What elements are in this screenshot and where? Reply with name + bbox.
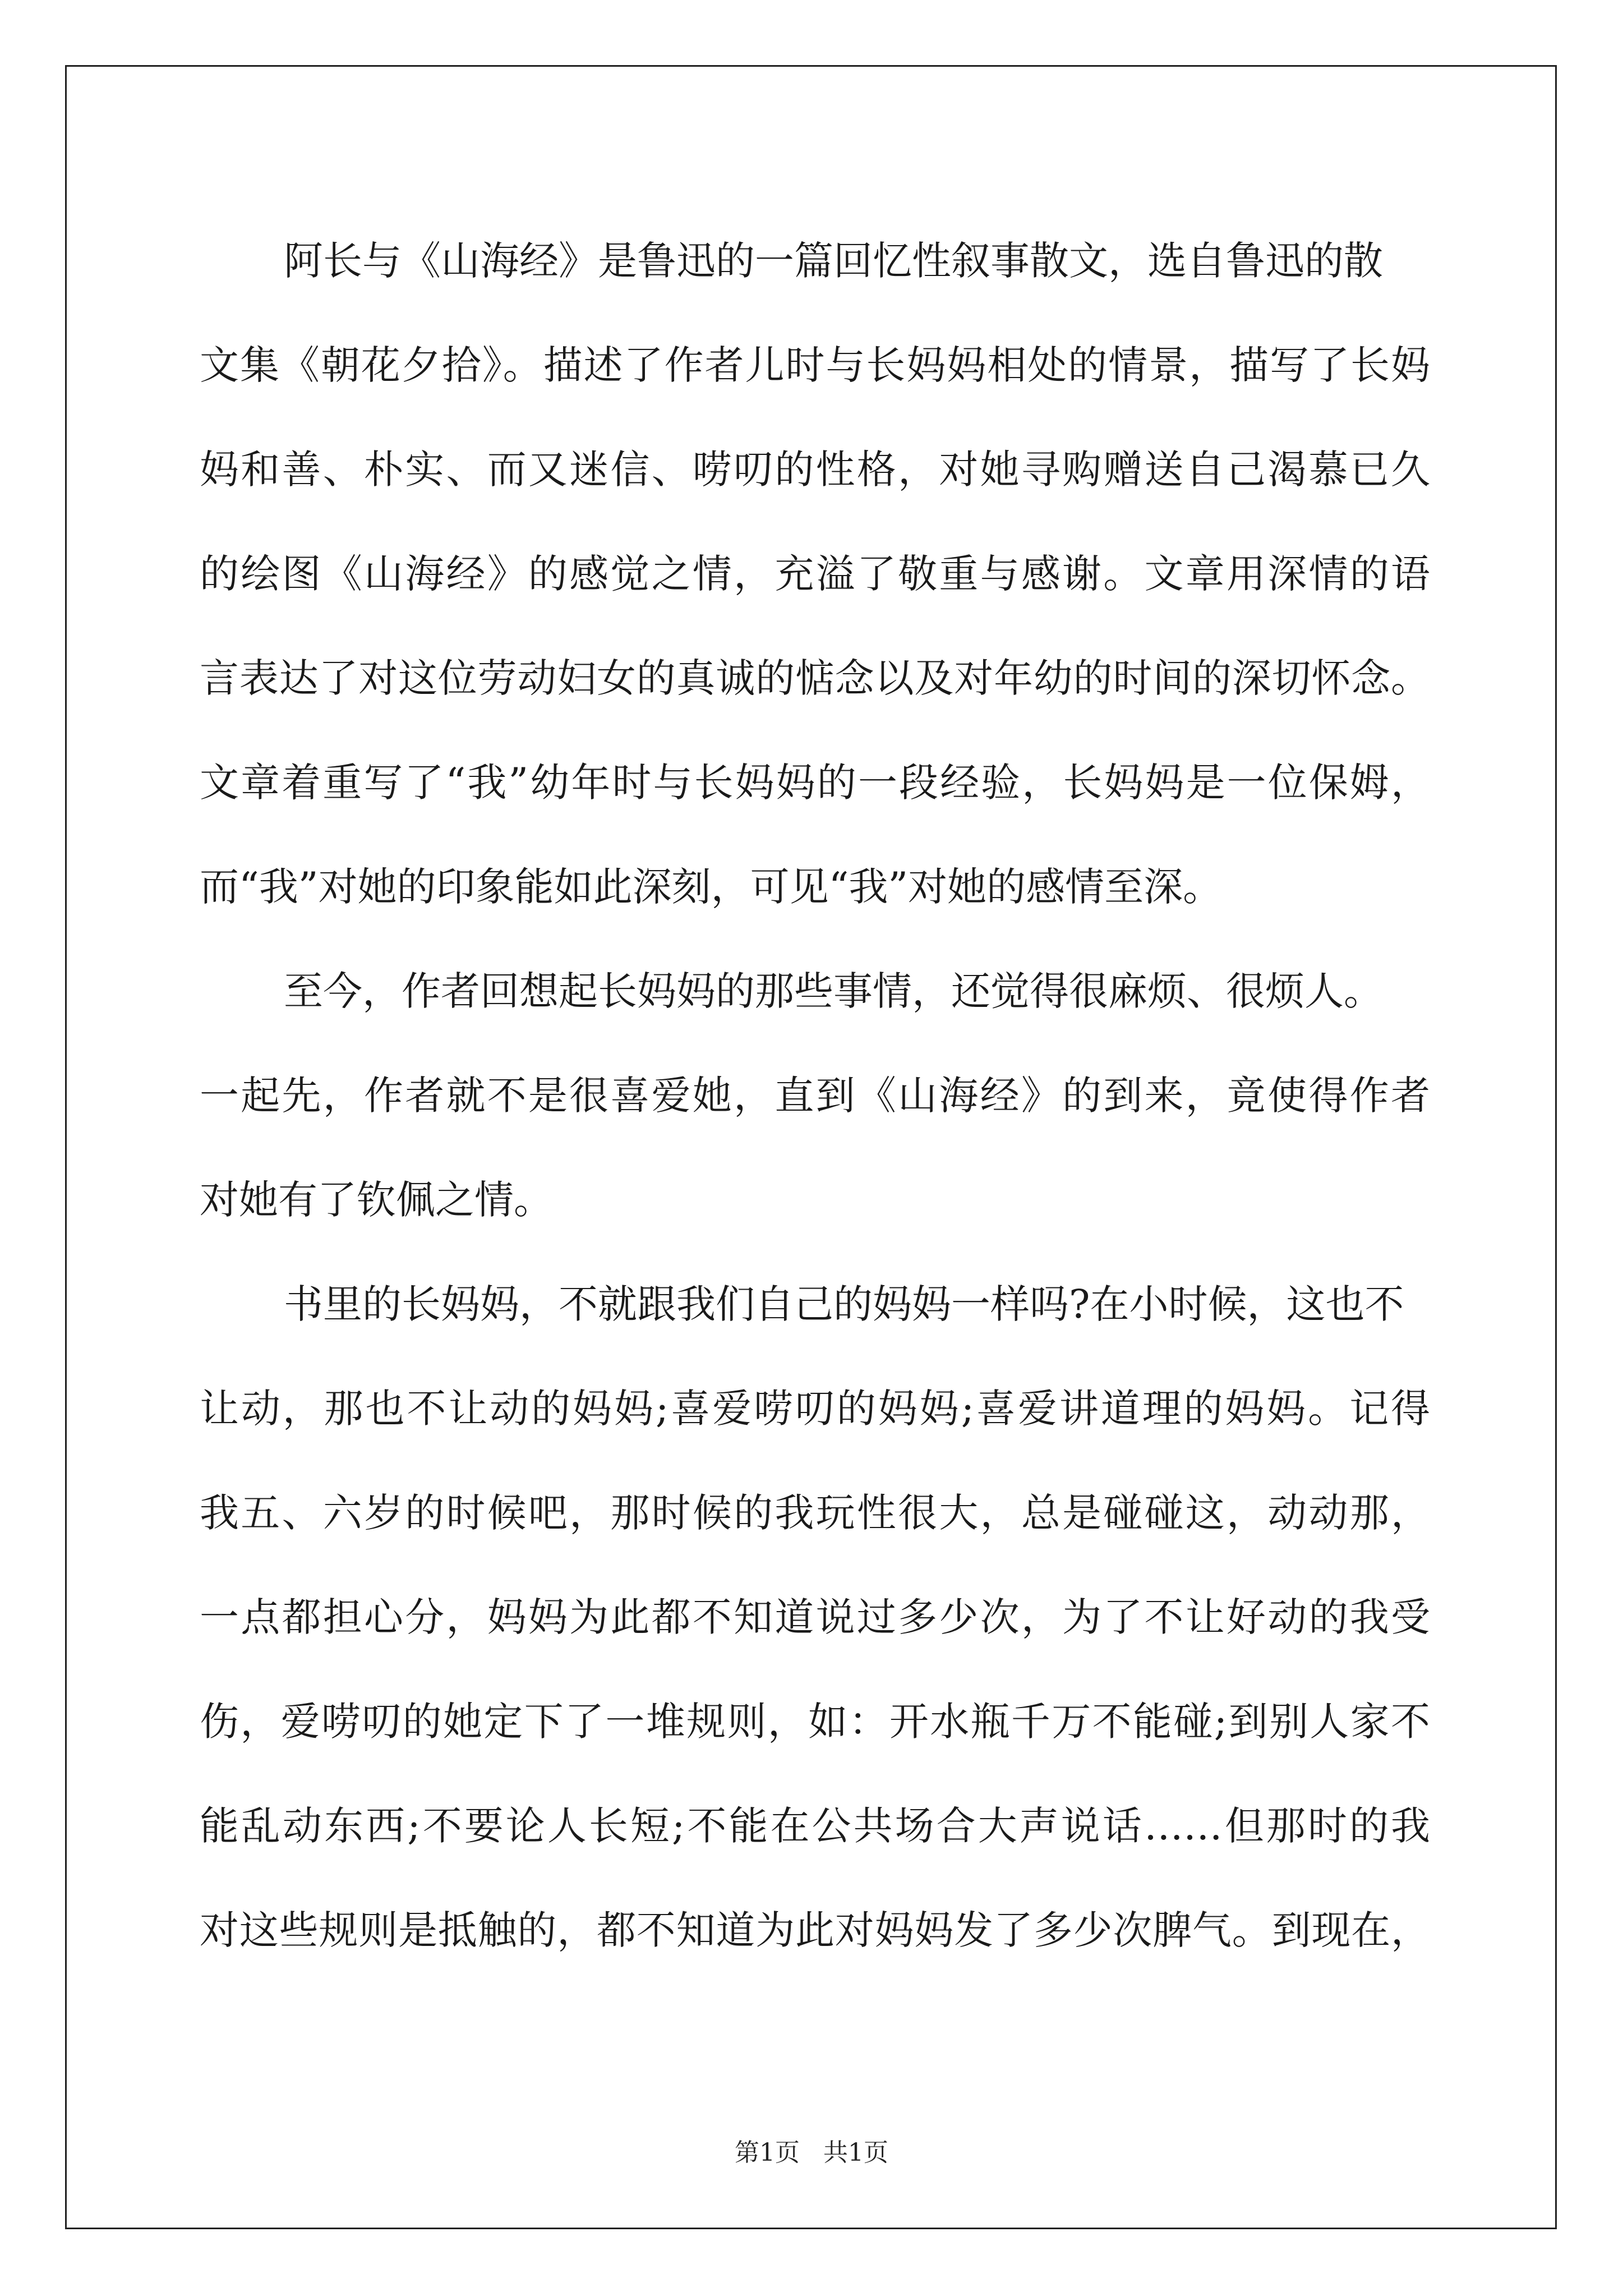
paragraph-3-line-1: 书里的长妈妈，不就跟我们自己的妈妈一样吗?在小时候，这也不 bbox=[284, 1281, 1404, 1327]
page-number: 第1页 bbox=[735, 2138, 800, 2167]
page-total: 共1页 bbox=[823, 2138, 888, 2167]
paragraph-1-line-5: 言表达了对这位劳动妇女的真诚的惦念以及对年幼的时间的深切怀念。 bbox=[200, 655, 1430, 701]
paragraph-1-line-4: 的绘图《山海经》的感觉之情，充溢了敬重与感谢。文章用深情的语 bbox=[200, 551, 1430, 597]
paragraph-1-line-7: 而“我”对她的印象能如此深刻，可见“我”对她的感情至深。 bbox=[200, 864, 1223, 910]
paragraph-3-line-4: 一点都担心分，妈妈为此都不知道说过多少次，为了不让好动的我受 bbox=[200, 1594, 1430, 1640]
paragraph-1-line-6: 文章着重写了“我”幼年时与长妈妈的一段经验，长妈妈是一位保姆， bbox=[200, 760, 1430, 806]
paragraph-3-line-2: 让动，那也不让动的妈妈;喜爱唠叨的妈妈;喜爱讲道理的妈妈。记得 bbox=[200, 1386, 1430, 1432]
paragraph-1-line-3: 妈和善、朴实、而又迷信、唠叨的性格，对她寻购赠送自己渴慕已久 bbox=[200, 447, 1430, 493]
paragraph-1-line-2: 文集《朝花夕拾》。描述了作者儿时与长妈妈相处的情景，描写了长妈 bbox=[200, 342, 1430, 388]
paragraph-1-line-1: 阿长与《山海经》是鲁迅的一篇回忆性叙事散文，选自鲁迅的散 bbox=[284, 238, 1383, 284]
document-body bbox=[200, 209, 1430, 1982]
paragraph-2-line-2: 一起先，作者就不是很喜爱她，直到《山海经》的到来，竟使得作者 bbox=[200, 1073, 1430, 1119]
page-footer bbox=[0, 2136, 1623, 2170]
paragraph-2-line-3: 对她有了钦佩之情。 bbox=[200, 1177, 553, 1223]
paragraph-3-line-3: 我五、六岁的时候吧，那时候的我玩性很大，总是碰碰这，动动那， bbox=[200, 1490, 1430, 1536]
paragraph-2-line-1: 至今，作者回想起长妈妈的那些事情，还觉得很麻烦、很烦人。 bbox=[284, 968, 1383, 1014]
paragraph-3-line-5: 伤，爱唠叨的她定下了一堆规则，如：开水瓶千万不能碰;到别人家不 bbox=[200, 1699, 1430, 1745]
paragraph-3-line-7: 对这些规则是抵触的，都不知道为此对妈妈发了多少次脾气。到现在， bbox=[200, 1907, 1430, 1953]
paragraph-3-line-6: 能乱动东西;不要论人长短;不能在公共场合大声说话……但那时的我 bbox=[200, 1803, 1430, 1849]
